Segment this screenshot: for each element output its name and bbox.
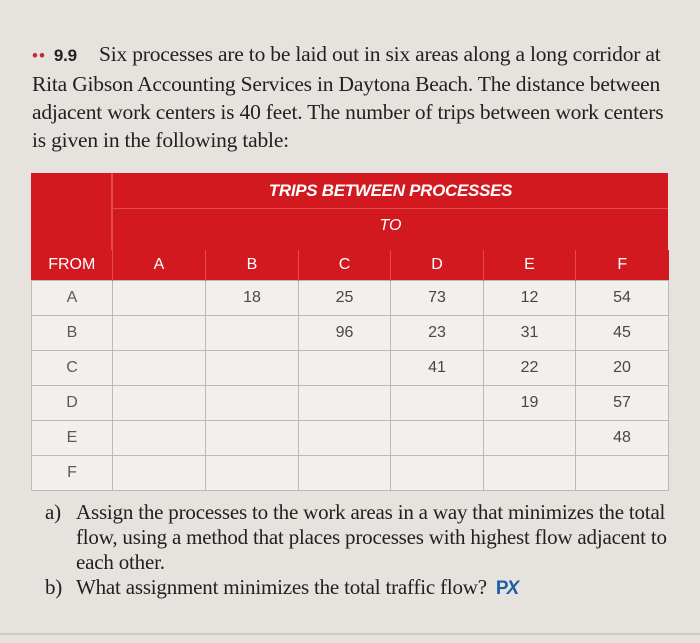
trip-cell: [206, 316, 299, 351]
from-cell: E: [32, 421, 113, 456]
trip-cell: [113, 351, 206, 386]
column-header: B: [206, 250, 299, 281]
trip-cell: 54: [576, 281, 669, 316]
question-label: a): [45, 500, 61, 524]
table-row: [32, 386, 669, 421]
page-divider: [0, 633, 700, 635]
problem-statement: [32, 40, 672, 154]
trip-cell: [299, 421, 391, 456]
table-title: TRIPS BETWEEN PROCESSES: [268, 181, 513, 200]
column-header: A: [113, 250, 206, 281]
trip-cell: [391, 421, 484, 456]
from-cell: C: [32, 351, 113, 386]
trip-cell: [206, 456, 299, 491]
trip-cell: [391, 386, 484, 421]
question-b: [45, 575, 675, 601]
problem-number: 9.9: [53, 46, 77, 65]
column-header: C: [299, 250, 391, 281]
column-header: F: [576, 250, 669, 281]
column-header: D: [391, 250, 484, 281]
trip-cell: 57: [576, 386, 669, 421]
question-text: What assignment minimizes the total traffic flow?: [76, 575, 487, 599]
trip-cell: [113, 421, 206, 456]
trip-cell: [484, 421, 576, 456]
trip-cell: 22: [484, 351, 576, 386]
table-row: [32, 316, 669, 351]
trip-cell: 18: [206, 281, 299, 316]
table-banner: [31, 173, 668, 250]
trip-cell: [299, 351, 391, 386]
trip-cell: 73: [391, 281, 484, 316]
trip-cell: 45: [576, 316, 669, 351]
trip-cell: [206, 351, 299, 386]
trip-cell: [484, 456, 576, 491]
from-cell: F: [32, 456, 113, 491]
trip-cell: [113, 281, 206, 316]
trip-cell: 25: [299, 281, 391, 316]
problem-text: Six processes are to be laid out in six areas along a long corridor at Rita Gibson Accounting Services in Daytona Beach. The distance between adjacent work centers is 40 feet. The number of trips between work centers is given in the following table:: [32, 42, 664, 152]
table-row: [32, 456, 669, 491]
trip-cell: [206, 421, 299, 456]
table-row: [32, 421, 669, 456]
table-row: [32, 351, 669, 386]
trip-cell: 23: [391, 316, 484, 351]
table-row: [32, 281, 669, 316]
trip-cell: [113, 386, 206, 421]
question-text: Assign the processes to the work areas in a way that minimizes the total flow, using a method that places processes with highest flow adjacent to each other.: [76, 500, 667, 574]
trip-cell: 12: [484, 281, 576, 316]
banner-rule: [113, 208, 668, 209]
trips-grid: [31, 250, 669, 491]
trips-table: [31, 173, 668, 480]
trip-cell: [113, 456, 206, 491]
trip-cell: [299, 386, 391, 421]
difficulty-dots: ••: [32, 46, 46, 65]
trip-cell: [113, 316, 206, 351]
trip-cell: 20: [576, 351, 669, 386]
trip-cell: [299, 456, 391, 491]
trip-cell: [206, 386, 299, 421]
trip-cell: [576, 456, 669, 491]
question-label: b): [45, 575, 63, 599]
question-a: [45, 500, 675, 575]
trip-cell: 19: [484, 386, 576, 421]
column-header: E: [484, 250, 576, 281]
trip-cell: 31: [484, 316, 576, 351]
questions: [45, 500, 675, 601]
trip-cell: [391, 456, 484, 491]
trip-cell: 96: [299, 316, 391, 351]
px-icon[interactable]: PX: [495, 578, 518, 599]
trip-cell: 48: [576, 421, 669, 456]
from-header: FROM: [32, 250, 113, 281]
from-cell: A: [32, 281, 113, 316]
from-cell: D: [32, 386, 113, 421]
header-row: [32, 250, 669, 281]
to-label: TO: [379, 217, 402, 234]
trip-cell: 41: [391, 351, 484, 386]
from-cell: B: [32, 316, 113, 351]
